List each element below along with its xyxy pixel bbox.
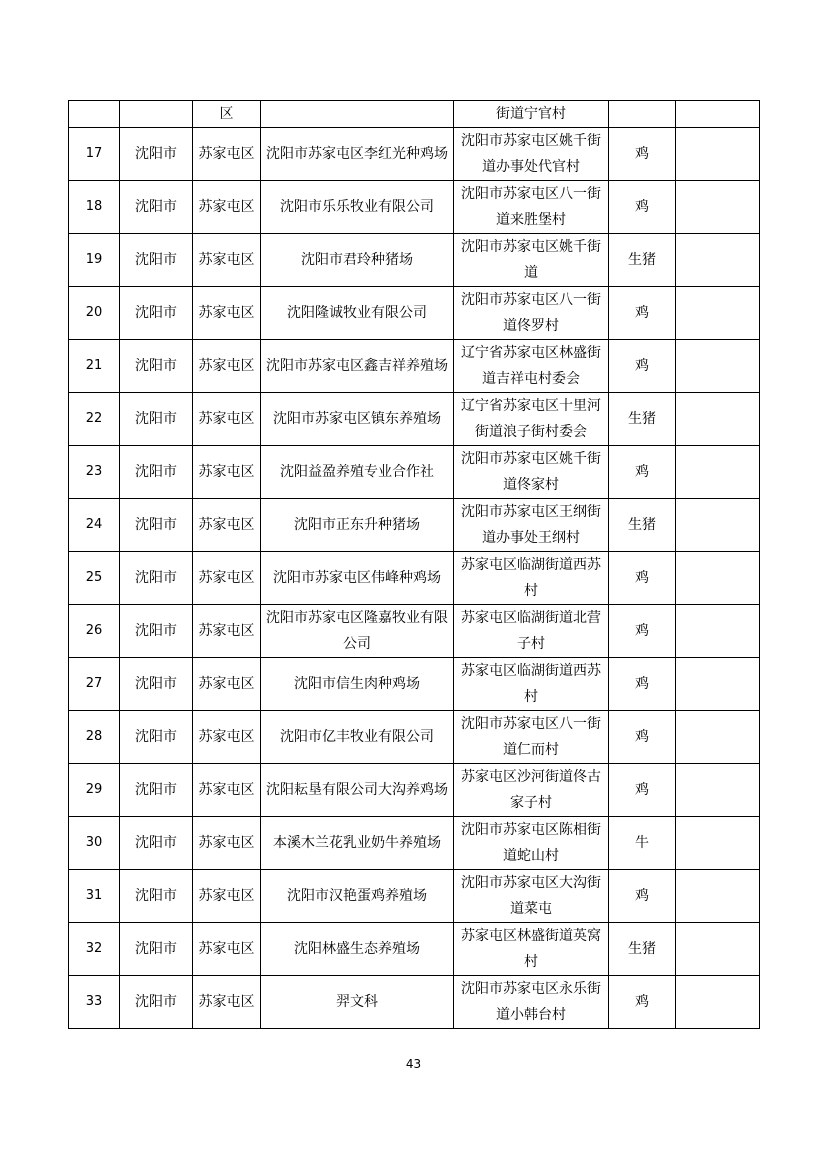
continued-row xyxy=(69,101,760,128)
cell-note xyxy=(676,976,760,1029)
cell-district: 苏家屯区 xyxy=(193,923,261,976)
cell-district: 苏家屯区 xyxy=(193,658,261,711)
cell-note xyxy=(676,128,760,181)
cell-no: 23 xyxy=(69,446,120,499)
cell-address: 辽宁省苏家屯区林盛街道吉祥屯村委会 xyxy=(454,340,609,393)
cell-district: 苏家屯区 xyxy=(193,711,261,764)
table-row xyxy=(69,870,760,923)
cell-name xyxy=(261,101,454,128)
cell-city: 沈阳市 xyxy=(120,499,193,552)
cell-name: 沈阳市苏家屯区鑫吉祥养殖场 xyxy=(261,340,454,393)
cell-address: 沈阳市苏家屯区姚千街道佟家村 xyxy=(454,446,609,499)
cell-name: 沈阳市苏家屯区伟峰种鸡场 xyxy=(261,552,454,605)
cell-note xyxy=(676,499,760,552)
cell-no: 20 xyxy=(69,287,120,340)
cell-livestock: 鸡 xyxy=(609,711,676,764)
cell-livestock: 牛 xyxy=(609,817,676,870)
cell-city: 沈阳市 xyxy=(120,923,193,976)
cell-city: 沈阳市 xyxy=(120,605,193,658)
cell-address: 沈阳市苏家屯区八一街道佟罗村 xyxy=(454,287,609,340)
cell-address: 沈阳市苏家屯区八一街道来胜堡村 xyxy=(454,181,609,234)
cell-note xyxy=(676,101,760,128)
cell-no: 30 xyxy=(69,817,120,870)
cell-note xyxy=(676,181,760,234)
cell-district: 苏家屯区 xyxy=(193,870,261,923)
cell-name: 沈阳市君玲种猪场 xyxy=(261,234,454,287)
table-row xyxy=(69,234,760,287)
cell-address: 沈阳市苏家屯区永乐街道小韩台村 xyxy=(454,976,609,1029)
cell-district: 苏家屯区 xyxy=(193,817,261,870)
table-row xyxy=(69,552,760,605)
cell-note xyxy=(676,340,760,393)
cell-name: 沈阳市苏家屯区隆嘉牧业有限公司 xyxy=(261,605,454,658)
cell-name: 羿文科 xyxy=(261,976,454,1029)
cell-name: 沈阳隆诚牧业有限公司 xyxy=(261,287,454,340)
table-row xyxy=(69,923,760,976)
table-row xyxy=(69,499,760,552)
cell-city: 沈阳市 xyxy=(120,234,193,287)
cell-livestock: 鸡 xyxy=(609,181,676,234)
cell-no: 21 xyxy=(69,340,120,393)
cell-address: 沈阳市苏家屯区王纲街道办事处王纲村 xyxy=(454,499,609,552)
cell-name: 沈阳市苏家屯区李红光种鸡场 xyxy=(261,128,454,181)
cell-no: 19 xyxy=(69,234,120,287)
cell-name: 沈阳市汉艳蛋鸡养殖场 xyxy=(261,870,454,923)
cell-city xyxy=(120,101,193,128)
cell-note xyxy=(676,658,760,711)
cell-no: 31 xyxy=(69,870,120,923)
table-row xyxy=(69,658,760,711)
cell-address: 沈阳市苏家屯区姚千街道办事处代官村 xyxy=(454,128,609,181)
table-row xyxy=(69,764,760,817)
table-body xyxy=(69,101,760,1029)
table-row xyxy=(69,976,760,1029)
cell-address: 街道宁官村 xyxy=(454,101,609,128)
cell-name: 沈阳市正东升种猪场 xyxy=(261,499,454,552)
cell-city: 沈阳市 xyxy=(120,552,193,605)
cell-district: 苏家屯区 xyxy=(193,340,261,393)
cell-name: 沈阳林盛生态养殖场 xyxy=(261,923,454,976)
cell-livestock: 鸡 xyxy=(609,287,676,340)
cell-livestock: 生猪 xyxy=(609,234,676,287)
cell-no: 29 xyxy=(69,764,120,817)
table-row xyxy=(69,340,760,393)
farm-table xyxy=(68,100,760,1029)
cell-no: 17 xyxy=(69,128,120,181)
cell-note xyxy=(676,923,760,976)
cell-note xyxy=(676,764,760,817)
table-row xyxy=(69,605,760,658)
cell-no: 33 xyxy=(69,976,120,1029)
cell-no: 24 xyxy=(69,499,120,552)
cell-address: 苏家屯区临湖街道西苏村 xyxy=(454,552,609,605)
cell-address: 沈阳市苏家屯区陈相街道蛇山村 xyxy=(454,817,609,870)
cell-note xyxy=(676,817,760,870)
cell-note xyxy=(676,605,760,658)
cell-city: 沈阳市 xyxy=(120,817,193,870)
table-row xyxy=(69,817,760,870)
cell-livestock: 鸡 xyxy=(609,446,676,499)
cell-city: 沈阳市 xyxy=(120,870,193,923)
cell-no: 25 xyxy=(69,552,120,605)
cell-livestock: 鸡 xyxy=(609,764,676,817)
cell-no xyxy=(69,101,120,128)
cell-no: 32 xyxy=(69,923,120,976)
cell-name: 沈阳市乐乐牧业有限公司 xyxy=(261,181,454,234)
cell-name: 沈阳益盈养殖专业合作社 xyxy=(261,446,454,499)
cell-district: 苏家屯区 xyxy=(193,287,261,340)
cell-name: 沈阳耘垦有限公司大沟养鸡场 xyxy=(261,764,454,817)
cell-district: 苏家屯区 xyxy=(193,976,261,1029)
cell-note xyxy=(676,234,760,287)
cell-livestock: 生猪 xyxy=(609,499,676,552)
cell-livestock: 鸡 xyxy=(609,128,676,181)
table-row xyxy=(69,446,760,499)
cell-city: 沈阳市 xyxy=(120,340,193,393)
cell-district: 苏家屯区 xyxy=(193,764,261,817)
cell-city: 沈阳市 xyxy=(120,128,193,181)
cell-city: 沈阳市 xyxy=(120,658,193,711)
cell-name: 沈阳市信生肉种鸡场 xyxy=(261,658,454,711)
cell-district: 苏家屯区 xyxy=(193,234,261,287)
cell-note xyxy=(676,287,760,340)
cell-address: 苏家屯区临湖街道西苏村 xyxy=(454,658,609,711)
cell-name: 沈阳市亿丰牧业有限公司 xyxy=(261,711,454,764)
cell-livestock: 鸡 xyxy=(609,552,676,605)
cell-no: 28 xyxy=(69,711,120,764)
cell-address: 苏家屯区沙河街道佟古家子村 xyxy=(454,764,609,817)
cell-livestock: 生猪 xyxy=(609,923,676,976)
cell-address: 苏家屯区临湖街道北营子村 xyxy=(454,605,609,658)
cell-address: 沈阳市苏家屯区大沟街道菜屯 xyxy=(454,870,609,923)
cell-livestock: 鸡 xyxy=(609,870,676,923)
cell-livestock xyxy=(609,101,676,128)
cell-city: 沈阳市 xyxy=(120,446,193,499)
table-row xyxy=(69,711,760,764)
cell-name: 沈阳市苏家屯区镇东养殖场 xyxy=(261,393,454,446)
cell-address: 辽宁省苏家屯区十里河街道浪子街村委会 xyxy=(454,393,609,446)
cell-address: 沈阳市苏家屯区八一街道仁而村 xyxy=(454,711,609,764)
cell-livestock: 鸡 xyxy=(609,658,676,711)
cell-no: 22 xyxy=(69,393,120,446)
cell-address: 沈阳市苏家屯区姚千街道 xyxy=(454,234,609,287)
cell-district: 苏家屯区 xyxy=(193,446,261,499)
cell-city: 沈阳市 xyxy=(120,181,193,234)
cell-district: 苏家屯区 xyxy=(193,393,261,446)
cell-district: 苏家屯区 xyxy=(193,552,261,605)
cell-livestock: 鸡 xyxy=(609,976,676,1029)
cell-livestock: 鸡 xyxy=(609,605,676,658)
cell-district: 苏家屯区 xyxy=(193,605,261,658)
cell-city: 沈阳市 xyxy=(120,287,193,340)
table-row xyxy=(69,181,760,234)
cell-note xyxy=(676,870,760,923)
farm-list-sheet xyxy=(68,100,759,1029)
cell-note xyxy=(676,552,760,605)
cell-no: 18 xyxy=(69,181,120,234)
table-row xyxy=(69,128,760,181)
cell-note xyxy=(676,711,760,764)
cell-city: 沈阳市 xyxy=(120,976,193,1029)
cell-district: 区 xyxy=(193,101,261,128)
cell-no: 26 xyxy=(69,605,120,658)
table-row xyxy=(69,393,760,446)
cell-district: 苏家屯区 xyxy=(193,181,261,234)
cell-city: 沈阳市 xyxy=(120,764,193,817)
cell-city: 沈阳市 xyxy=(120,711,193,764)
cell-district: 苏家屯区 xyxy=(193,499,261,552)
table-row xyxy=(69,287,760,340)
cell-name: 本溪木兰花乳业奶牛养殖场 xyxy=(261,817,454,870)
cell-note xyxy=(676,393,760,446)
cell-livestock: 生猪 xyxy=(609,393,676,446)
cell-city: 沈阳市 xyxy=(120,393,193,446)
cell-address: 苏家屯区林盛街道英窝村 xyxy=(454,923,609,976)
cell-district: 苏家屯区 xyxy=(193,128,261,181)
cell-note xyxy=(676,446,760,499)
cell-no: 27 xyxy=(69,658,120,711)
cell-livestock: 鸡 xyxy=(609,340,676,393)
page-number: 43 xyxy=(405,1057,422,1071)
